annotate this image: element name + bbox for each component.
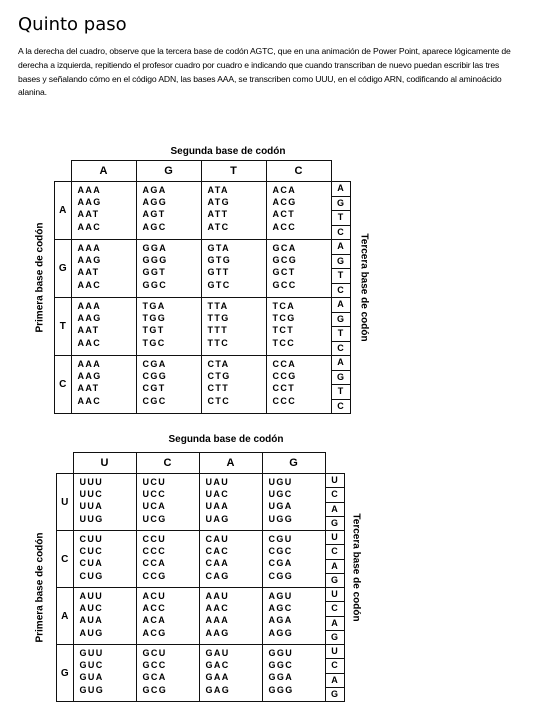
codon-cell bbox=[136, 645, 199, 702]
codon: UCU bbox=[142, 477, 167, 487]
first-base-header: C bbox=[55, 356, 72, 414]
codon: CGG bbox=[268, 570, 294, 581]
codon: AAA bbox=[77, 301, 102, 311]
codon: AAC bbox=[77, 395, 102, 406]
first-base-header: A bbox=[55, 182, 72, 240]
first-base-header: C bbox=[57, 531, 74, 588]
codon: AAT bbox=[77, 325, 100, 336]
codon: CTG bbox=[207, 371, 231, 382]
codon: AUU bbox=[79, 591, 104, 601]
codon-cell bbox=[201, 356, 266, 414]
codon: ACG bbox=[272, 197, 297, 208]
third-base-column bbox=[331, 298, 350, 356]
codon: GCG bbox=[142, 684, 168, 695]
third-base: G bbox=[332, 371, 350, 386]
codon-row bbox=[55, 356, 351, 414]
codon: UGA bbox=[268, 501, 293, 512]
codon: GUC bbox=[79, 660, 104, 671]
third-base: A bbox=[326, 503, 344, 517]
codon-cell bbox=[136, 182, 201, 240]
third-base: A bbox=[332, 240, 350, 255]
codon: UAG bbox=[205, 513, 230, 524]
codon: AGT bbox=[142, 209, 166, 220]
third-base-column bbox=[325, 645, 344, 702]
codon: UUG bbox=[79, 513, 104, 524]
third-base: A bbox=[332, 182, 350, 197]
second-base-header: C bbox=[266, 161, 331, 182]
dna-codon-table bbox=[34, 142, 370, 412]
third-base-column bbox=[331, 356, 350, 414]
codon: UCG bbox=[142, 513, 167, 524]
first-base-header: T bbox=[55, 298, 72, 356]
codon: GUG bbox=[79, 684, 105, 695]
figure-title: Segunda base de codón bbox=[170, 146, 286, 157]
codon: CGT bbox=[142, 383, 166, 394]
codon: GCA bbox=[272, 243, 297, 253]
second-base-header: A bbox=[71, 161, 136, 182]
codon-cell bbox=[201, 298, 266, 356]
third-base: U bbox=[326, 645, 344, 659]
codon: CAA bbox=[205, 558, 230, 569]
codon: TGC bbox=[142, 337, 166, 348]
corner bbox=[331, 161, 350, 182]
codon: CUG bbox=[79, 570, 104, 581]
codon: CAU bbox=[205, 534, 230, 544]
third-base-column bbox=[325, 474, 344, 531]
codon: GAG bbox=[205, 684, 231, 695]
third-base: C bbox=[326, 602, 344, 616]
codon: GCC bbox=[272, 279, 297, 290]
codon-cell bbox=[266, 298, 331, 356]
third-base: G bbox=[332, 255, 350, 270]
codon: GTC bbox=[207, 279, 231, 290]
codon: GGU bbox=[268, 648, 294, 658]
codon-cell bbox=[71, 356, 136, 414]
third-base: U bbox=[326, 531, 344, 545]
codon: TTA bbox=[207, 301, 229, 311]
codon: GGC bbox=[142, 279, 168, 290]
codon: GTT bbox=[207, 267, 230, 278]
codon: GCA bbox=[142, 672, 167, 683]
third-base: C bbox=[337, 400, 344, 411]
codon: AAA bbox=[77, 359, 102, 369]
codon: AAG bbox=[77, 313, 102, 324]
codon: GUA bbox=[79, 672, 104, 683]
third-base-column bbox=[325, 531, 344, 588]
codon: GCU bbox=[142, 648, 167, 658]
first-base-label: Primera base de codón bbox=[34, 532, 46, 643]
codon: AAA bbox=[77, 185, 102, 195]
codon: GGA bbox=[142, 243, 168, 253]
codon-cell bbox=[71, 240, 136, 298]
codon: GAU bbox=[205, 648, 230, 658]
codon-cell bbox=[73, 474, 136, 531]
codon: AGC bbox=[268, 603, 293, 614]
codon: UGU bbox=[268, 477, 293, 487]
codon-cell bbox=[262, 588, 325, 645]
codon: TTC bbox=[207, 337, 230, 348]
codon: UAU bbox=[205, 477, 230, 487]
codon: UCA bbox=[142, 501, 167, 512]
codon: UUA bbox=[79, 501, 104, 512]
codon: GTA bbox=[207, 243, 231, 253]
third-base: G bbox=[332, 197, 350, 212]
first-base-label: Primera base de codón bbox=[34, 222, 46, 333]
codon-cell bbox=[266, 356, 331, 414]
codon-cell bbox=[266, 240, 331, 298]
codon: CCG bbox=[142, 570, 167, 581]
codon-cell bbox=[262, 531, 325, 588]
codon: TCG bbox=[272, 313, 296, 324]
codon: CGG bbox=[142, 371, 168, 382]
page-title: Quinto paso bbox=[18, 14, 127, 35]
codon: CUA bbox=[79, 558, 104, 569]
codon: UUU bbox=[79, 477, 104, 487]
codon: UUC bbox=[79, 489, 104, 500]
codon: CAC bbox=[205, 546, 230, 557]
corner bbox=[55, 161, 72, 182]
codon: ACC bbox=[142, 603, 167, 614]
codon: AAG bbox=[77, 371, 102, 382]
codon-cell bbox=[136, 356, 201, 414]
codon: GGA bbox=[268, 672, 294, 683]
codon: AUG bbox=[79, 627, 104, 638]
codon: CTA bbox=[207, 359, 230, 369]
codon: GUU bbox=[79, 648, 104, 658]
codon: AGU bbox=[268, 591, 293, 601]
codon: TGT bbox=[142, 325, 165, 336]
codon: AGG bbox=[268, 627, 294, 638]
codon: AUA bbox=[79, 615, 104, 626]
codon: CCC bbox=[142, 546, 167, 557]
codon: AAC bbox=[77, 337, 102, 348]
codon: AGA bbox=[142, 185, 167, 195]
third-base-label: Tercera base de codón bbox=[350, 513, 362, 622]
codon-cell bbox=[201, 182, 266, 240]
codon: AAC bbox=[205, 603, 230, 614]
third-base: C bbox=[326, 659, 344, 673]
third-base: C bbox=[337, 226, 344, 237]
codon: ATG bbox=[207, 197, 231, 208]
codon-cell bbox=[199, 645, 262, 702]
codon-grid bbox=[54, 160, 351, 414]
codon: GGT bbox=[142, 267, 167, 278]
third-base-column bbox=[331, 240, 350, 298]
codon: GTG bbox=[207, 255, 232, 266]
codon-cell bbox=[199, 531, 262, 588]
codon-cell bbox=[73, 645, 136, 702]
codon: CUU bbox=[79, 534, 104, 544]
codon: CCG bbox=[272, 371, 297, 382]
codon: GCC bbox=[142, 660, 167, 671]
third-base: A bbox=[332, 298, 350, 313]
codon-row bbox=[57, 645, 345, 702]
codon-row bbox=[57, 588, 345, 645]
codon: AAG bbox=[77, 197, 102, 208]
third-base: A bbox=[326, 674, 344, 688]
codon-cell bbox=[136, 474, 199, 531]
third-base: G bbox=[330, 574, 338, 585]
codon-cell bbox=[136, 588, 199, 645]
corner bbox=[57, 453, 74, 474]
third-base: U bbox=[326, 588, 344, 602]
codon: AAG bbox=[77, 255, 102, 266]
third-base-column bbox=[331, 182, 350, 240]
third-base: C bbox=[337, 284, 344, 295]
codon-row bbox=[55, 240, 351, 298]
codon: TCA bbox=[272, 301, 296, 311]
codon: CCU bbox=[142, 534, 167, 544]
codon-cell bbox=[262, 474, 325, 531]
corner bbox=[325, 453, 344, 474]
codon-cell bbox=[71, 182, 136, 240]
codon: GCG bbox=[272, 255, 298, 266]
first-base-header: A bbox=[57, 588, 74, 645]
third-base: C bbox=[326, 488, 344, 502]
codon: UGG bbox=[268, 513, 294, 524]
codon: AAC bbox=[77, 221, 102, 232]
codon: TGG bbox=[142, 313, 167, 324]
codon: CUC bbox=[79, 546, 104, 557]
codon-grid bbox=[56, 452, 345, 702]
third-base: A bbox=[326, 617, 344, 631]
codon: CGC bbox=[142, 395, 167, 406]
codon: AAA bbox=[77, 243, 102, 253]
codon: ACG bbox=[142, 627, 167, 638]
codon: AAA bbox=[205, 615, 230, 626]
third-base: A bbox=[326, 560, 344, 574]
codon-cell bbox=[262, 645, 325, 702]
second-base-header: G bbox=[262, 453, 325, 474]
codon: TCC bbox=[272, 337, 296, 348]
codon: UAA bbox=[205, 501, 230, 512]
codon-cell bbox=[266, 182, 331, 240]
codon-cell bbox=[199, 474, 262, 531]
codon: GGG bbox=[142, 255, 168, 266]
codon: CCA bbox=[142, 558, 167, 569]
third-base: A bbox=[332, 356, 350, 371]
codon: ATT bbox=[207, 209, 229, 220]
codon: TTG bbox=[207, 313, 230, 324]
third-base: G bbox=[330, 631, 338, 642]
codon-cell bbox=[71, 298, 136, 356]
third-base: T bbox=[332, 269, 350, 284]
codon: TCT bbox=[272, 325, 295, 336]
third-base: T bbox=[332, 385, 350, 400]
first-base-header: U bbox=[57, 474, 74, 531]
second-base-header: T bbox=[201, 161, 266, 182]
third-base: U bbox=[326, 474, 344, 488]
codon: CGA bbox=[142, 359, 167, 369]
codon-cell bbox=[136, 531, 199, 588]
third-base: T bbox=[332, 211, 350, 226]
rna-codon-table bbox=[34, 432, 366, 699]
codon: AUC bbox=[79, 603, 104, 614]
codon: AAT bbox=[77, 267, 100, 278]
second-base-header: A bbox=[199, 453, 262, 474]
codon: CAG bbox=[205, 570, 230, 581]
codon: TTT bbox=[207, 325, 229, 336]
codon-row bbox=[57, 531, 345, 588]
codon: AGC bbox=[142, 221, 167, 232]
codon-cell bbox=[199, 588, 262, 645]
figure-title: Segunda base de codón bbox=[168, 434, 284, 445]
second-base-header: U bbox=[73, 453, 136, 474]
second-base-header: G bbox=[136, 161, 201, 182]
codon: AAT bbox=[77, 383, 100, 394]
codon: ACA bbox=[272, 185, 297, 195]
third-base: C bbox=[337, 342, 344, 353]
codon: AGA bbox=[268, 615, 293, 626]
third-base-label: Tercera base de codón bbox=[358, 233, 370, 342]
third-base: G bbox=[330, 517, 338, 528]
instructions-paragraph: A la derecha del cuadro, observe que la tercera base de codón AGTC, que en una animación de Power Point, aparece lógicamente de derecha a izquierda, repitiendo el profesor cuadro por cuadro e indicando que cuando transcriban de nuevo puedan escribir las tres bases y señalando cómo en el código ADN, las bases AAA, se transcriben como UUU, en el código ARN, codificando al aminoácido alanina. bbox=[18, 46, 511, 98]
codon: AAU bbox=[205, 591, 230, 601]
second-base-header: C bbox=[136, 453, 199, 474]
first-base-header: G bbox=[55, 240, 72, 298]
codon: CTC bbox=[207, 395, 231, 406]
third-base: G bbox=[332, 313, 350, 328]
codon: GAC bbox=[205, 660, 230, 671]
third-base-column bbox=[325, 588, 344, 645]
codon: UCC bbox=[142, 489, 167, 500]
codon-cell bbox=[73, 588, 136, 645]
codon-row bbox=[55, 298, 351, 356]
codon: ACA bbox=[142, 615, 167, 626]
codon-cell bbox=[136, 298, 201, 356]
codon: AAC bbox=[77, 279, 102, 290]
codon-row bbox=[55, 182, 351, 240]
codon: CGA bbox=[268, 558, 293, 569]
codon: TGA bbox=[142, 301, 166, 311]
codon: ACT bbox=[272, 209, 296, 220]
codon: GCT bbox=[272, 267, 296, 278]
codon: CCT bbox=[272, 383, 296, 394]
codon: ACU bbox=[142, 591, 167, 601]
third-base: T bbox=[332, 327, 350, 342]
codon: UGC bbox=[268, 489, 293, 500]
codon: GGG bbox=[268, 684, 294, 695]
codon-cell bbox=[136, 240, 201, 298]
codon: CCC bbox=[272, 395, 297, 406]
third-base: C bbox=[326, 545, 344, 559]
codon: CGC bbox=[268, 546, 293, 557]
codon: CCA bbox=[272, 359, 297, 369]
third-base: G bbox=[330, 688, 338, 699]
codon-cell bbox=[201, 240, 266, 298]
codon: CGU bbox=[268, 534, 293, 544]
codon: AAG bbox=[205, 627, 230, 638]
codon-cell bbox=[73, 531, 136, 588]
codon: AAT bbox=[77, 209, 100, 220]
codon: GGC bbox=[268, 660, 294, 671]
codon: CTT bbox=[207, 383, 230, 394]
first-base-header: G bbox=[57, 645, 74, 702]
codon-row bbox=[57, 474, 345, 531]
codon: GAA bbox=[205, 672, 230, 683]
codon: ATA bbox=[207, 185, 229, 195]
codon: UAC bbox=[205, 489, 230, 500]
codon: ATC bbox=[207, 221, 230, 232]
codon: ACC bbox=[272, 221, 297, 232]
codon: AGG bbox=[142, 197, 168, 208]
